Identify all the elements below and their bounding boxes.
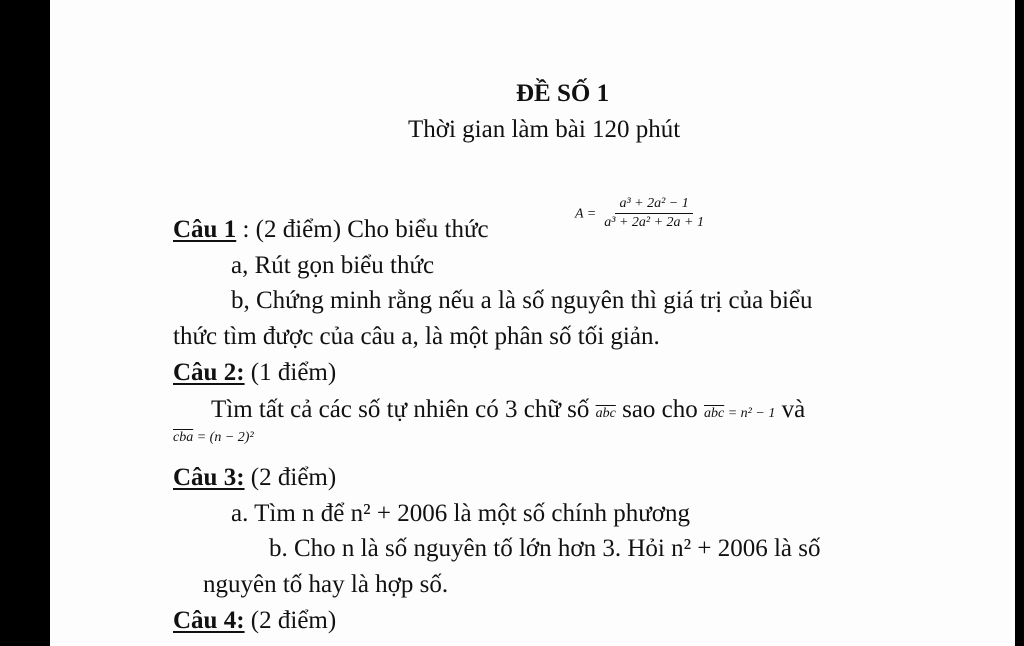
- exam-title: ĐỀ SỐ 1: [516, 80, 610, 107]
- expression-fraction: [600, 196, 708, 231]
- question-2-text2: sao cho: [622, 396, 698, 423]
- expression-lhs: A =: [575, 206, 597, 222]
- question-3-part-b-line2: nguyên tố hay là hợp số.: [203, 571, 449, 598]
- question-3-label: Câu 3:: [173, 464, 245, 491]
- question-3-part-b-line1: b. Cho n là số nguyên tố lớn hơn 3. Hỏi n² + 2006 là số: [269, 535, 821, 562]
- question-1-heading: [173, 216, 489, 244]
- question-3-heading: [173, 464, 336, 492]
- condition-2-rhs: = (n − 2)²: [196, 430, 254, 445]
- question-1-label: Câu 1: [173, 216, 237, 243]
- abc-overline: $\overline{abc}$: [595, 406, 616, 421]
- question-4-points: (2 điểm): [244, 607, 337, 634]
- question-2-points: (1 điểm): [244, 359, 337, 386]
- abc-overline-condition: $\overline{abc}$: [704, 406, 725, 421]
- cba-overline: $\overline{cba}$: [173, 430, 194, 445]
- question-2-text1: Tìm tất cả các số tự nhiên có 3 chữ số: [211, 396, 590, 423]
- question-4-heading: [173, 607, 336, 635]
- question-1-expression: [575, 196, 708, 231]
- condition-1-rhs: = n² − 1: [727, 406, 776, 421]
- question-2-line1: [211, 396, 805, 424]
- question-1-part-b-line2: thức tìm được của câu a, là một phân số tối giản.: [173, 323, 660, 350]
- exam-page: [50, 0, 1015, 646]
- exam-duration: Thời gian làm bài 120 phút: [408, 116, 681, 143]
- fraction-denominator: a³ + 2a² + 2a + 1: [604, 215, 704, 231]
- question-2-line2: [173, 430, 254, 446]
- question-3-points: (2 điểm): [244, 464, 337, 491]
- question-2-heading: [173, 359, 336, 387]
- question-1-part-a: a, Rút gọn biểu thức: [231, 252, 435, 279]
- question-1-part-b-line1: b, Chứng minh rằng nếu a là số nguyên thì giá trị của biểu: [231, 287, 813, 314]
- question-2-label: Câu 2:: [173, 359, 245, 386]
- question-4-label: Câu 4:: [173, 607, 245, 634]
- fraction-numerator: a³ + 2a² − 1: [615, 196, 692, 214]
- question-3-part-a: a. Tìm n để n² + 2006 là một số chính phương: [231, 500, 690, 527]
- question-1-text: : (2 điểm) Cho biểu thức: [236, 216, 489, 243]
- question-2-text3: và: [781, 396, 806, 423]
